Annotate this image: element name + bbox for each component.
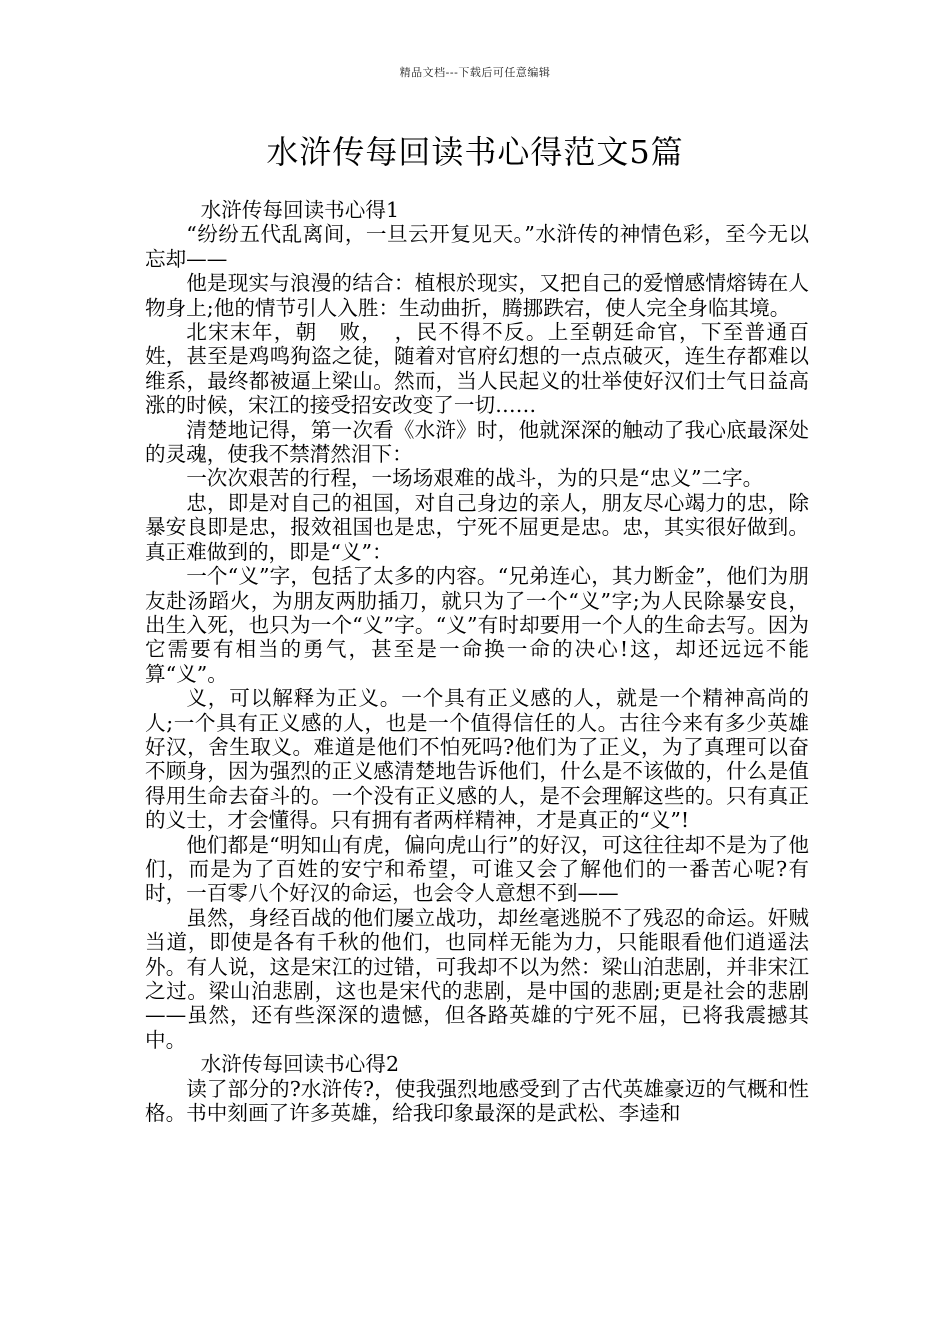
paragraph: 虽然，身经百战的他们屡立战功，却丝毫逃脱不了残忍的命运。奸贼当道，即使是各有千秋的他们，也同样无能为力，只能眼看他们逍遥法外。有人说，这是宋江的过错，可我却不以为然：梁山泊悲剧，并非宋江之过。梁山泊悲剧，这也是宋代的悲剧，是中国的悲剧;更是社会的悲剧——虽然，还有些深深的遗憾，但各路英雄的宁死不屈，已将我震撼其中。 [145, 905, 809, 1052]
paragraph: 他们都是“明知山有虎，偏向虎山行”的好汉，可这往往却不是为了他们，而是为了百姓的安宁和希望，可谁又会了解他们的一番苦心呢?有时，一百零八个好汉的命运，也会令人意想不到—— [145, 832, 809, 906]
paragraph: 北宋末年，朝 败， ，民不得不反。上至朝廷命官，下至普通百姓，甚至是鸡鸣狗盗之徒，随着对官府幻想的一点点破灭，连生存都难以维系，最终都被逼上梁山。然而，当人民起义的壮举使好汉们士气日益高涨的时候，宋江的接受招安改变了一切…… [145, 320, 809, 418]
paragraph: 一次次艰苦的行程，一场场艰难的战斗，为的只是“忠义”二字。 [186, 466, 764, 491]
document-title: 水浒传每回读书心得范文5篇 [266, 133, 684, 171]
paragraph: 读了部分的?水浒传?，使我强烈地感受到了古代英雄豪迈的气概和性格。书中刻画了许多英雄，给我印象最深的是武松、李逵和 [145, 1076, 809, 1126]
paragraph: 义，可以解释为正义。一个具有正义感的人，就是一个精神高尚的人;一个具有正义感的人，也是一个值得信任的人。古往今来有多少英雄好汉，舍生取义。难道是他们不怕死吗?他们为了正义，为了真理可以奋不顾身，因为强烈的正义感清楚地告诉他们，什么是不该做的，什么是值得用生命去奋斗的。一个没有正义感的人，是不会理解这些的。只有真正的义士，才会懂得。只有拥有者两样精神，才是真正的“义”! [145, 686, 809, 833]
paragraph: 一个“义”字，包括了太多的内容。“兄弟连心，其力断金”，他们为朋友赴汤蹈火，为朋友两肋插刀，就只为了一个“义”字;为人民除暴安良，出生入死，也只为一个“义”字。“义”有时却要用一个人的生命去写。因为它需要有相当的勇气，甚至是一命换一命的决心!这，却还远远不能算“义”。 [145, 564, 809, 686]
section-heading: 水浒传每回读书心得1 [200, 198, 400, 222]
paragraph: 清楚地记得，第一次看《水浒》时，他就深深的触动了我心底最深处的灵魂，使我不禁潸然泪下： [145, 417, 809, 467]
paragraph: 忠，即是对自己的祖国，对自己身边的亲人，朋友尽心竭力的忠，除暴安良即是忠，报效祖国也是忠，宁死不屈更是忠。忠，其实很好做到。真正难做到的，即是“义”： [145, 490, 809, 564]
section-heading: 水浒传每回读书心得2 [200, 1052, 400, 1077]
paragraph: “纷纷五代乱离间，一旦云开复见天。”水浒传的神情色彩，至今无以忘却—— [145, 222, 809, 271]
header-note: 精品文档---下载后可任意编辑 [399, 66, 551, 79]
paragraph: 他是现实与浪漫的结合：植根於现实，又把自己的爱憎感情熔铸在人物身上;他的情节引人入胜：生动曲折，腾挪跌宕，使人完全身临其境。 [145, 271, 809, 320]
document-body [145, 198, 809, 1125]
